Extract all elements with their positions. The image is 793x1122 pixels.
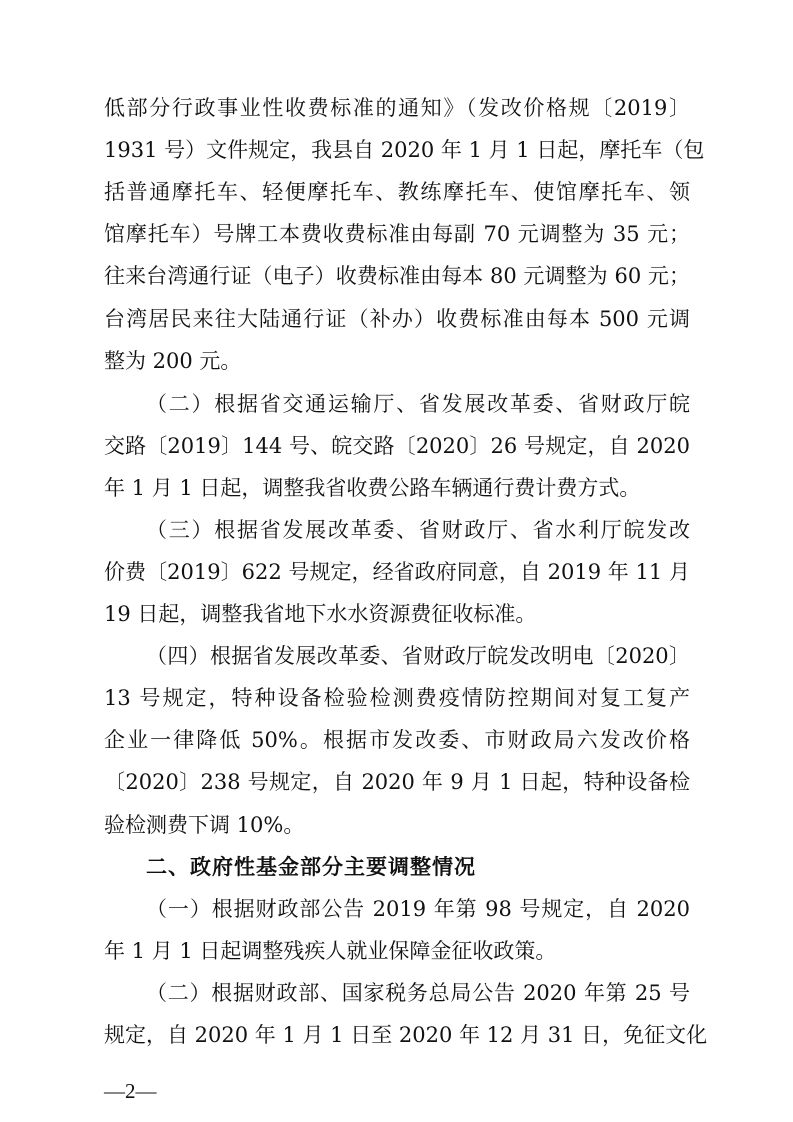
- text-line: 台湾居民来往大陆通行证（补办）收费标准由每本 500 元调: [104, 307, 690, 331]
- page-number: —2—: [104, 1079, 157, 1103]
- paragraph-first-line: （二）根据财政部、国家税务总局公告 2020 年第 25 号: [146, 981, 690, 1005]
- paragraph-first-line: （一）根据财政部公告 2019 年第 98 号规定，自 2020: [146, 897, 690, 921]
- text-line: 年 1 月 1 日起，调整我省收费公路车辆通行费计费方式。: [104, 476, 641, 500]
- text-line: 验检测费下调 10%。: [104, 813, 305, 837]
- text-line: 年 1 月 1 日起调整残疾人就业保障金征收政策。: [104, 939, 557, 963]
- paragraph-first-line: （二）根据省交通运输厅、省发展改革委、省财政厅皖: [146, 392, 690, 416]
- text-line: 交路〔2019〕144 号、皖交路〔2020〕26 号规定，自 2020: [104, 434, 690, 458]
- text-line: 馆摩托车）号牌工本费收费标准由每副 70 元调整为 35 元；: [104, 222, 690, 246]
- section-heading: 二、政府性基金部分主要调整情况: [146, 855, 476, 879]
- text-line: 13 号规定，特种设备检验检测费疫情防控期间对复工复产: [104, 686, 690, 710]
- paragraph-first-line: （四）根据省发展改革委、省财政厅皖发改明电〔2020〕: [146, 644, 690, 668]
- text-line: 括普通摩托车、轻便摩托车、教练摩托车、使馆摩托车、领: [104, 180, 690, 204]
- text-line: 19 日起，调整我省地下水水资源费征收标准。: [104, 602, 537, 626]
- text-line: 企业一律降低 50%。根据市发改委、市财政局六发改价格: [104, 728, 690, 752]
- paragraph-first-line: （三）根据省发展改革委、省财政厅、省水利厅皖发改: [146, 518, 690, 542]
- text-line: 规定，自 2020 年 1 月 1 日至 2020 年 12 月 31 日，免征文化: [104, 1023, 708, 1047]
- text-line: 往来台湾通行证（电子）收费标准由每本 80 元调整为 60 元；: [104, 264, 690, 288]
- text-line: 低部分行政事业性收费标准的通知》（发改价格规〔2019〕: [104, 96, 690, 120]
- text-line: 1931 号）文件规定，我县自 2020 年 1 月 1 日起，摩托车（包: [104, 138, 705, 162]
- text-line: 〔2020〕238 号规定，自 2020 年 9 月 1 日起，特种设备检: [104, 770, 690, 794]
- text-line: 整为 200 元。: [104, 349, 242, 373]
- text-line: 价费〔2019〕622 号规定，经省政府同意，自 2019 年 11 月: [104, 560, 690, 584]
